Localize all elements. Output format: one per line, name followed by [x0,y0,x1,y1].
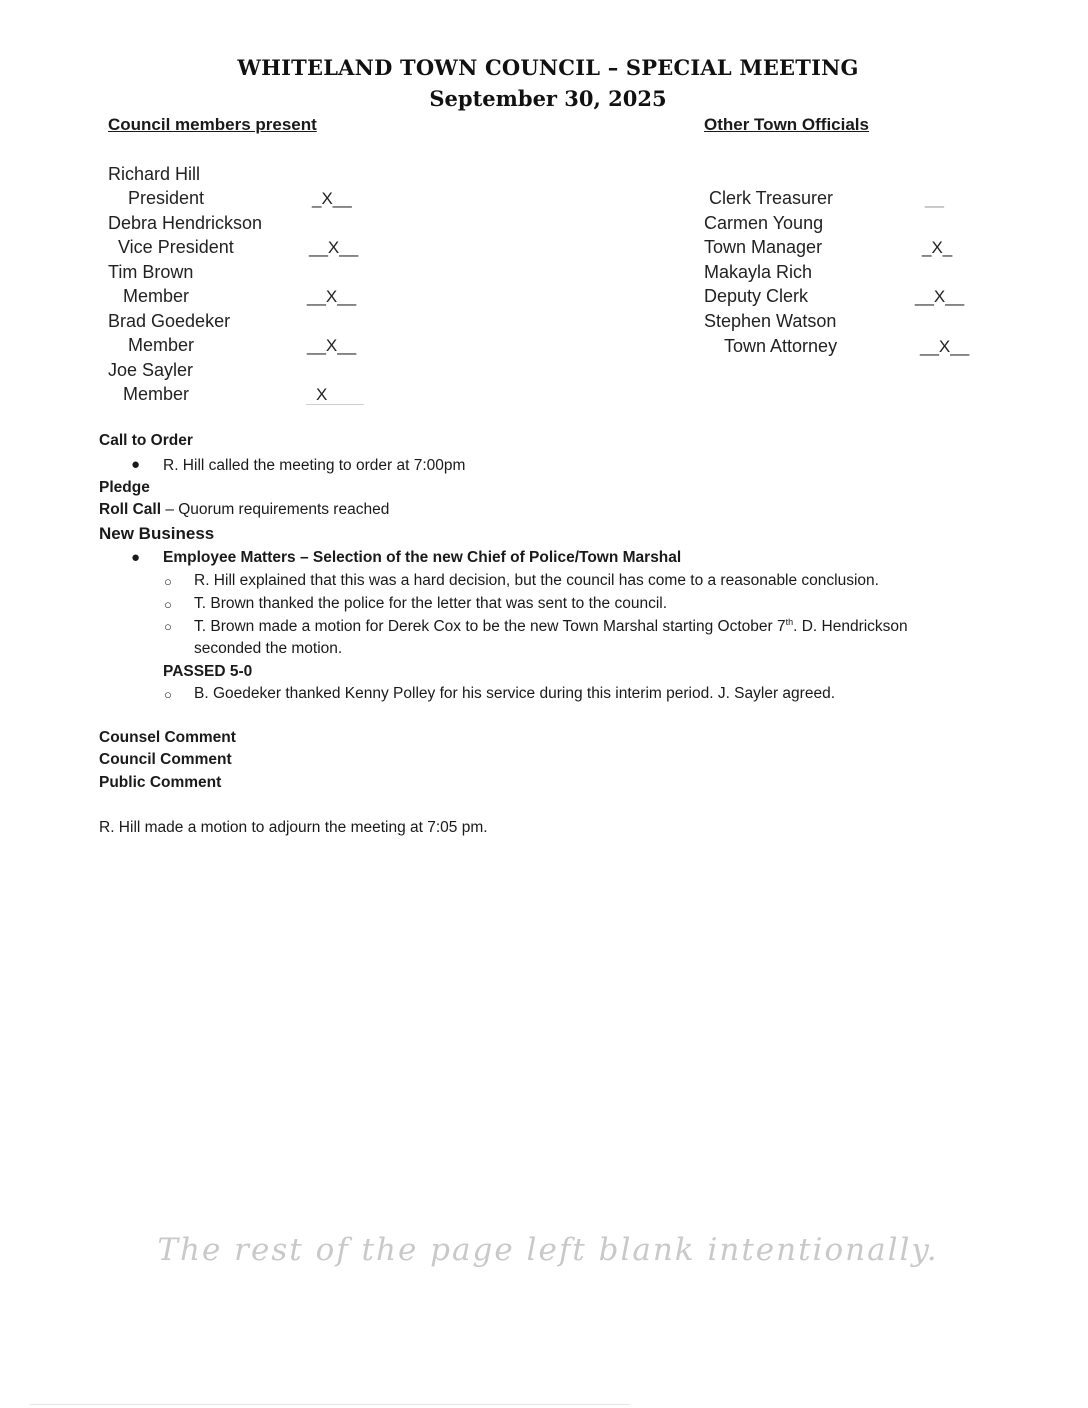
attendance-mark: __X__ [307,336,357,355]
attendance-mark: __X__ [920,337,970,356]
sub-bullet-icon: ○ [164,574,172,589]
motion-text-continued: . D. Hendrickson [793,618,908,636]
attendance-mark: _X_ [922,238,953,257]
pledge-heading: Pledge [99,479,150,496]
motion-text: T. Brown made a motion for Derek Cox to be the new Town Marshal starting October 7 [194,618,786,636]
official-role: Town Manager [704,237,823,257]
minutes-sub-item: R. Hill explained that this was a hard decision, but the council has come to a reasonable conclusion. [194,572,879,589]
minutes-sub-item: T. Brown thanked the police for the letter that was sent to the council. [194,595,668,612]
adjournment-line: R. Hill made a motion to adjourn the meeting at 7:05 pm. [99,819,488,836]
member-name: Tim Brown [108,262,194,282]
sub-bullet-icon: ○ [164,687,172,702]
minutes-sub-item: B. Goedeker thanked Kenny Polley for his service during this interim period. J. Sayler agreed. [194,685,835,702]
employee-matters-item: Employee Matters – Selection of the new Chief of Police/Town Marshal [163,549,682,566]
attendance-mark: __X__ [915,287,965,306]
meeting-title: WHITELAND TOWN COUNCIL – SPECIAL MEETING [237,55,859,80]
sub-bullet-icon: ○ [164,597,172,612]
attendance-mark: X [316,385,328,404]
official-name: Carmen Young [704,213,824,233]
member-name: Brad Goedeker [108,311,231,331]
other-officials-heading: Other Town Officials [704,115,869,134]
member-name: Joe Sayler [108,360,194,380]
member-role: Member [128,335,195,355]
attendance-mark: __X__ [307,287,357,306]
member-role: Member [123,286,190,306]
member-role: President [128,188,205,208]
counsel-comment-heading: Counsel Comment [99,729,236,746]
new-business-heading: New Business [99,524,215,543]
official-role: Clerk Treasurer [709,188,834,208]
member-name: Richard Hill [108,164,201,184]
public-comment-heading: Public Comment [99,774,222,791]
minutes-sub-item [194,617,908,636]
member-role: Member [123,384,190,404]
bullet-icon: ● [131,456,141,473]
signature-line [306,404,364,405]
official-role: Town Attorney [724,336,838,356]
member-name: Debra Hendrickson [108,213,263,233]
call-to-order-heading: Call to Order [99,432,193,449]
roll-call-text: – Quorum requirements reached [161,501,390,518]
official-name: Stephen Watson [704,311,837,331]
council-members-heading: Council members present [108,115,317,134]
roll-call-line [99,501,389,519]
attendance-mark: __ [925,189,944,208]
blank-page-note: The rest of the page left blank intentionally. [157,1232,939,1268]
roll-call-label: Roll Call [99,501,162,518]
official-name: Makayla Rich [704,262,813,282]
call-to-order-item: R. Hill called the meeting to order at 7:00pm [163,457,466,474]
sub-bullet-icon: ○ [164,619,172,634]
bullet-icon: ● [131,549,141,566]
vote-result: PASSED 5-0 [163,663,253,680]
attendance-mark: __X__ [309,238,359,257]
scan-edge-line [30,1404,630,1405]
council-comment-heading: Council Comment [99,751,232,768]
official-role: Deputy Clerk [704,286,809,306]
meeting-date: September 30, 2025 [429,86,667,111]
member-role: Vice President [118,237,234,257]
ordinal-suffix: th [785,617,794,627]
attendance-mark: _X__ [312,189,352,208]
motion-seconded: seconded the motion. [194,640,343,657]
